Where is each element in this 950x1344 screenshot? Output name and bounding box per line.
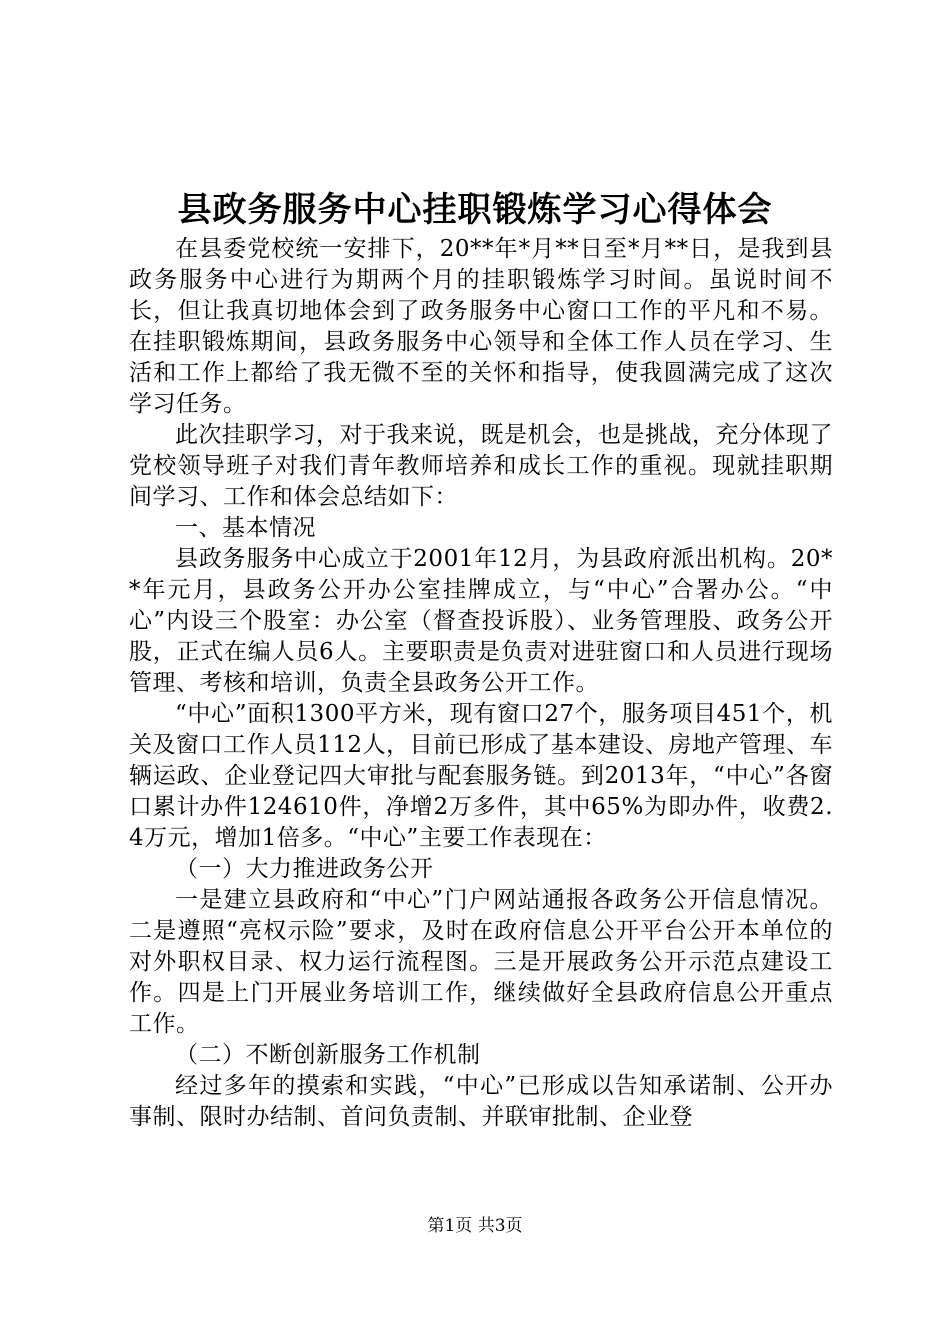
paragraph-center-stats: “中心”面积1300平方米，现有窗口27个，服务项目451个，机关及窗口工作人员112人，目前已形成了基本建设、房地产管理、车辆运政、企业登记四大审批与配套服务链。到2013年，“中心”各窗口累计办件124610件，净增2万多件，其中65%为即办件，收费2.4万元，增加1倍多。“中心”主要工作表现在： [129, 701, 833, 851]
paragraph-center-overview: 县政务服务中心成立于2001年12月，为县政府派出机构。20**年元月，县政务公开办公室挂牌成立，与“中心”合署办公。“中心”内设三个股室：办公室（督查投诉股）、业务管理股、政务公开股，正式在编人员6人。主要职责是负责对进驻窗口和人员进行现场管理、考核和培训，负责全县政务公开工作。 [129, 546, 833, 696]
paragraph-openness: 一是建立县政府和“中心”门户网站通报各政务公开信息情况。二是遵照“亮权示险”要求，及时在政府信息公开平台公开本单位的对外职权目录、权力运行流程图。三是开展政务公开示范点建设工作。四是上门开展业务培训工作，继续做好全县政府信息公开重点工作。 [129, 887, 833, 1037]
document-title: 县政务服务中心挂职锻炼学习心得体会 [177, 190, 773, 230]
paragraph-intro: 在县委党校统一安排下，20**年*月**日至*月**日，是我到县政务服务中心进行为期两个月的挂职锻炼学习时间。虽说时间不长，但让我真切地体会到了政务服务中心窗口工作的平凡和不易。在挂职锻炼期间，县政务服务中心领导和全体工作人员在学习、生活和工作上都给了我无微不至的关怀和指导，使我圆满完成了这次学习任务。 [129, 236, 833, 417]
paragraph-purpose: 此次挂职学习，对于我来说，既是机会，也是挑战，充分体现了党校领导班子对我们青年教师培养和成长工作的重视。现就挂职期间学习、工作和体会总结如下： [129, 422, 833, 510]
document-body [129, 234, 833, 1133]
page-footer: 第1页 共3页 [427, 1216, 523, 1236]
subsection-heading-mechanism: （二）不断创新服务工作机制 [175, 1042, 481, 1068]
section-heading-basic-info: 一、基本情况 [175, 515, 316, 541]
subsection-heading-openness: （一）大力推进政务公开 [175, 856, 434, 882]
paragraph-mechanism: 经过多年的摸索和实践，“中心”已形成以告知承诺制、公开办事制、限时办结制、首问负责制、并联审批制、企业登 [129, 1073, 833, 1130]
